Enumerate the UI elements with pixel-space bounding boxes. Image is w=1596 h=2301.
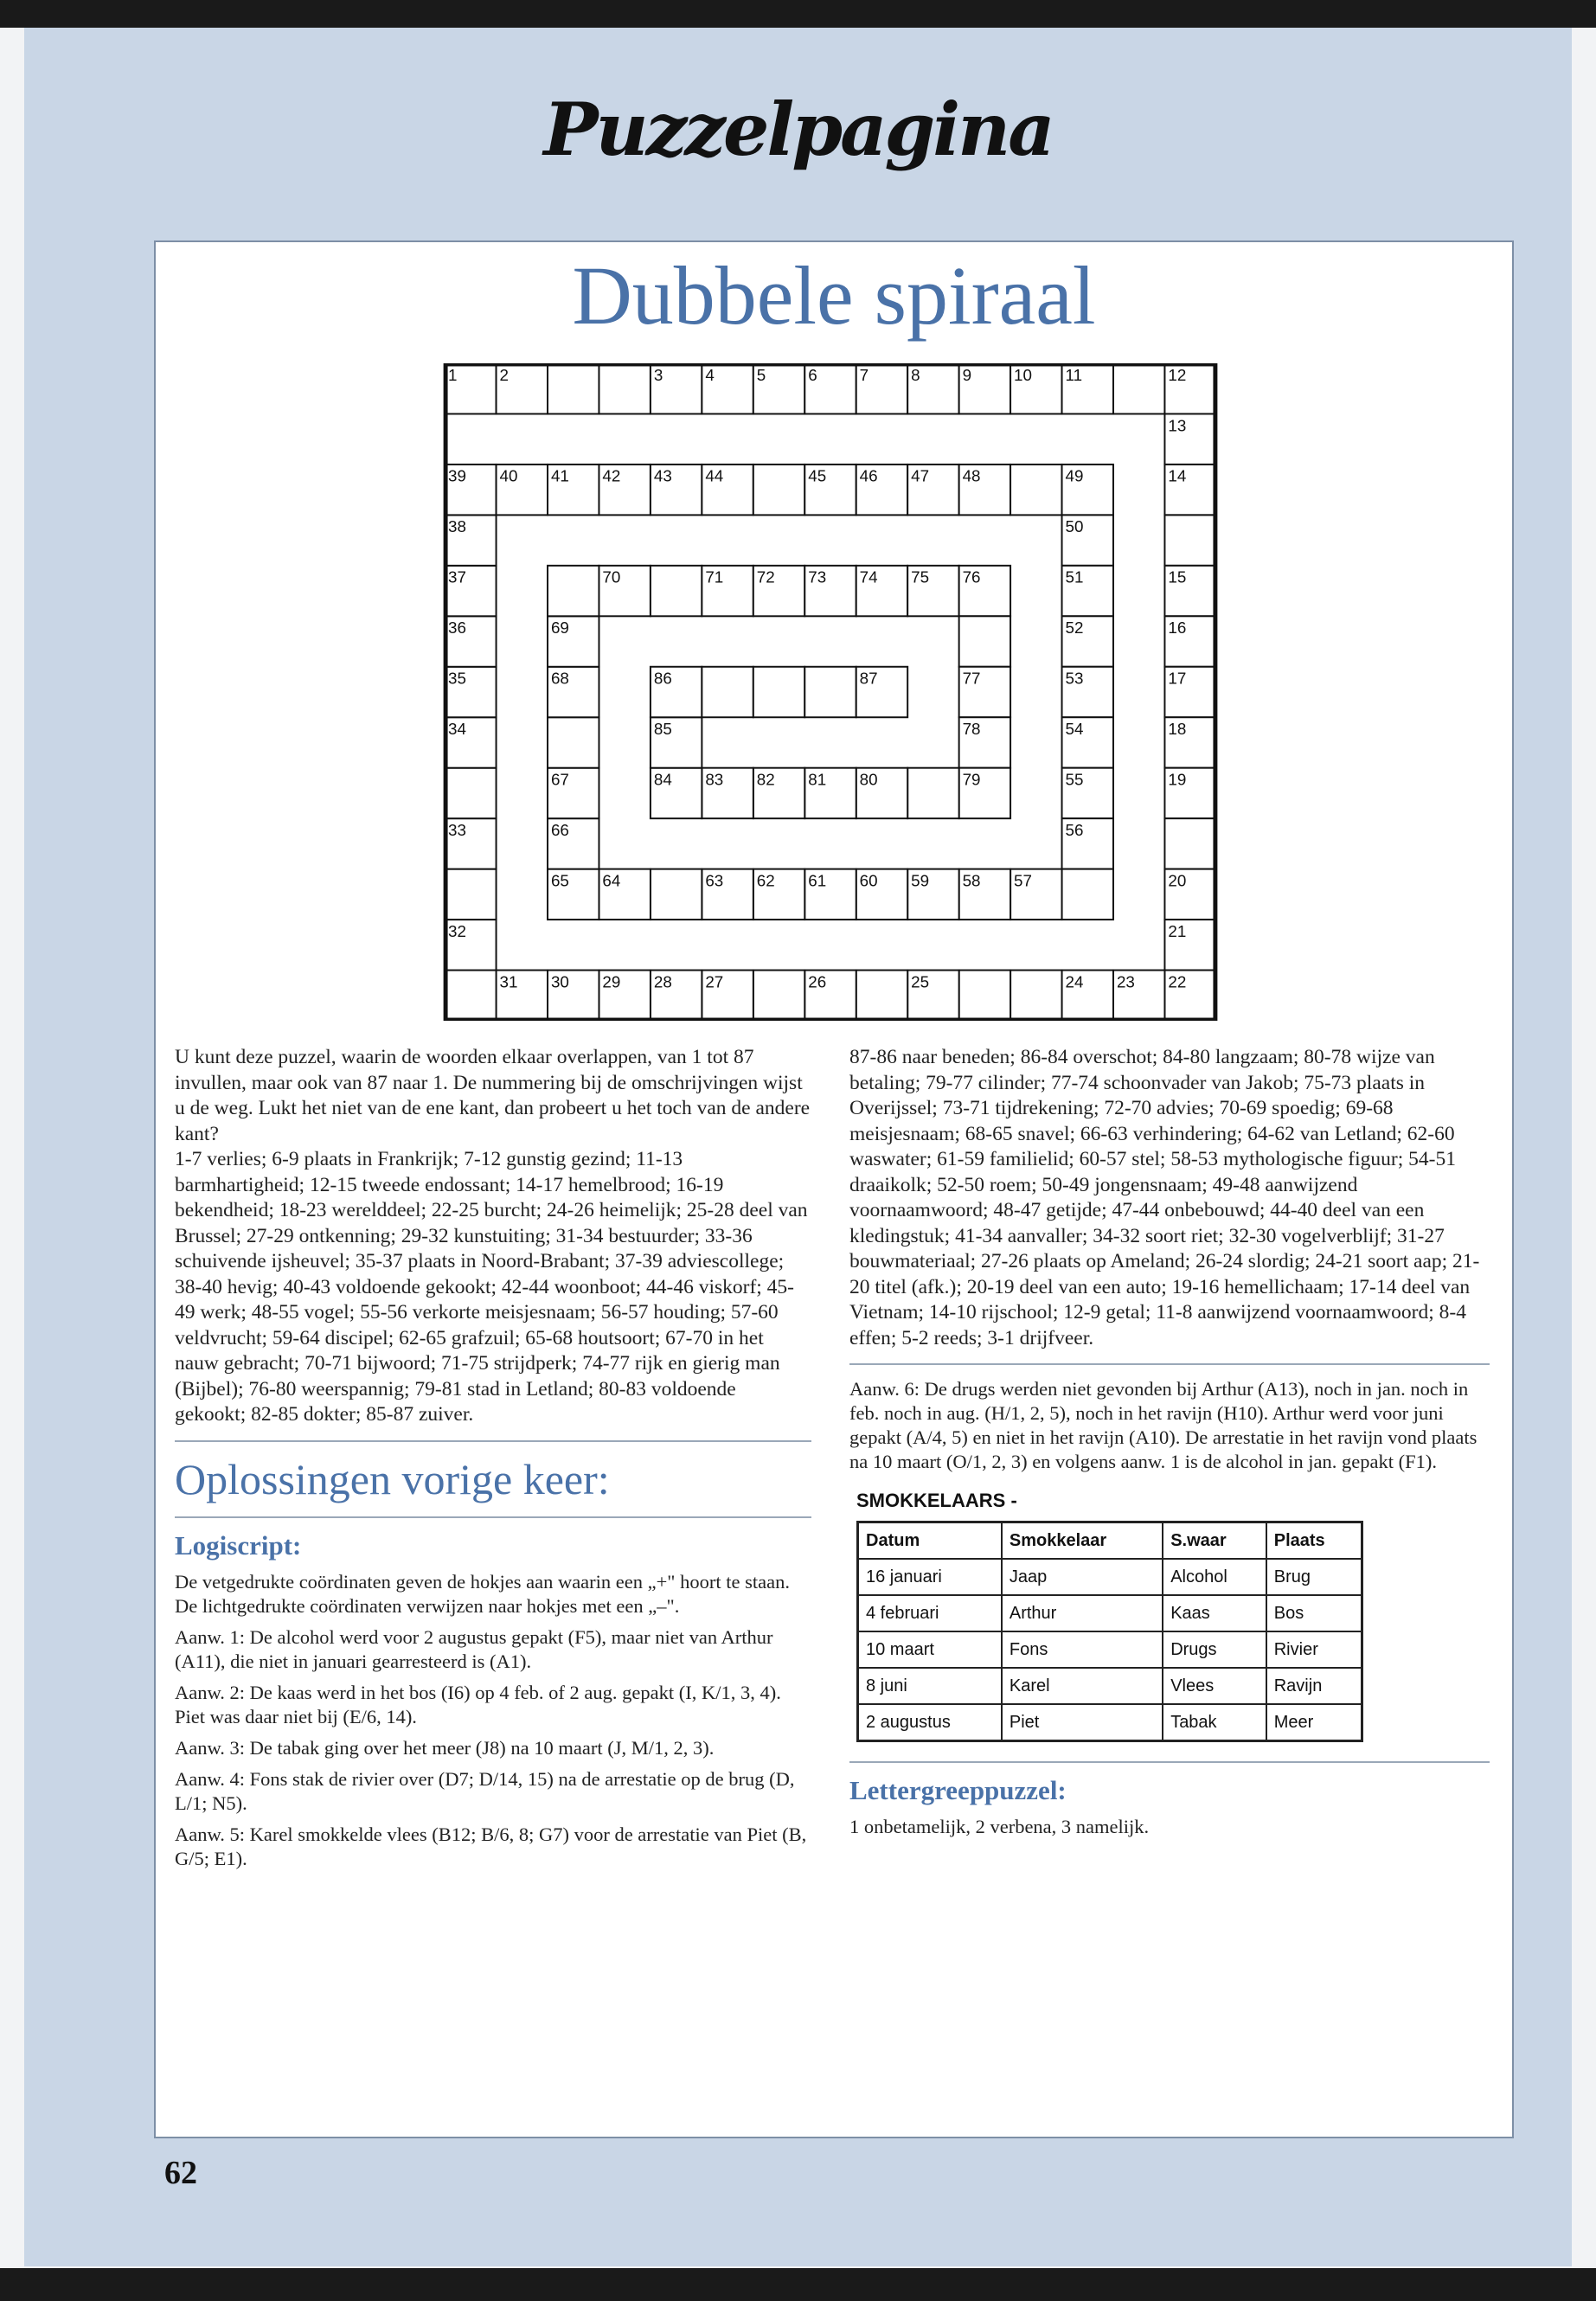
grid-cell[interactable] (599, 363, 650, 413)
table-cell: Vlees (1163, 1668, 1266, 1704)
grid-cells (445, 363, 1216, 1021)
cell-number: 77 (962, 669, 981, 688)
cell-number: 42 (602, 466, 621, 485)
cell-number: 8 (911, 365, 920, 384)
grid-cell[interactable] (1010, 465, 1061, 515)
logiscript-answer-3: Aanw. 3: De tabak ging over het meer (J8) na 10 maart (J, M/1, 2, 3). (175, 1736, 715, 1759)
grid-cell[interactable] (651, 869, 702, 920)
grid-cell[interactable] (548, 363, 599, 413)
cell-number: 48 (962, 466, 981, 485)
table-header-cell: S.waar (1163, 1522, 1266, 1560)
lettergreep-answer: 1 onbetamelijk, 2 verbena, 3 namelijk. (849, 1816, 1150, 1837)
cell-number: 44 (705, 466, 724, 485)
table-row (858, 1668, 1362, 1704)
puzzle-intro: U kunt deze puzzel, waarin de woorden elkaar overlappen, van 1 tot 87 invullen, maar ook van 87 naar 1. De nummering bij de omschrijvingen wijst u de weg. Lukt het niet van de ene kant, dan probeert u het toch van de andere kant? (175, 1046, 811, 1145)
logiscript-intro: De vetgedrukte coördinaten geven de hokjes aan waarin een „+" hoort te staan. De lichtgedrukte coördinaten verwijzen naar hokjes met een „–". (175, 1570, 790, 1617)
cell-number: 2 (499, 365, 509, 384)
cell-number: 11 (1065, 365, 1083, 384)
smokkelaars-table (856, 1521, 1363, 1742)
table-cell: Drugs (1163, 1631, 1266, 1668)
table-header-row (858, 1522, 1362, 1560)
divider (175, 1516, 811, 1518)
page-number: 62 (164, 2155, 197, 2191)
cell-number: 65 (550, 871, 569, 890)
cell-number: 64 (602, 871, 621, 890)
cell-number: 78 (962, 720, 981, 739)
cell-number: 53 (1065, 669, 1084, 688)
cell-number: 23 (1116, 972, 1135, 991)
grid-cell[interactable] (1164, 818, 1215, 868)
cell-number: 14 (1168, 466, 1187, 485)
table-header-cell: Plaats (1266, 1522, 1362, 1560)
table-cell: Karel (1002, 1668, 1163, 1704)
cell-number: 29 (602, 972, 621, 991)
cell-number: 27 (705, 972, 724, 991)
cell-number: 41 (550, 466, 569, 485)
cell-number: 25 (911, 972, 930, 991)
grid-cell[interactable] (1164, 515, 1215, 565)
cell-number: 31 (499, 972, 518, 991)
cell-number: 59 (911, 871, 930, 890)
cell-number: 19 (1168, 770, 1187, 789)
grid-cell[interactable] (548, 717, 599, 767)
cell-number: 5 (756, 365, 766, 384)
cell-number: 60 (859, 871, 878, 890)
clues-forward: 1-7 verlies; 6-9 plaats in Frankrijk; 7-12 gunstig gezind; 11-13 barmhartigheid; 12-15 tweede endossant; 14-17 hemelbrood; 16-19 bekendheid; 18-23 werelddeel; 22-25 burcht; 24-26 heimelijk; 25-28 deel van Brussel; 27-29 ontkenning; 29-32 kunstuiting; 31-34 bestuurder; 33-36 schuivende ijsheuvel; 35-37 plaats in Noord-Brabant; 37-39 adviescollege; 38-40 hevig; 40-43 voldoende gekookt; 42-44 woonboot; 44-46 viskorf; 45-49 werk; 48-55 vogel; 55-56 verkorte meisjesnaam; 56-57 houding; 57-60 veldvrucht; 59-64 discipel; 62-65 grafzuil; 65-68 houtsoort; 67-70 in het nauw gebracht; 70-71 bijwoord; 71-75 strijdperk; 74-77 rijk en gierig man (Bijbel); 76-80 weerspannig; 79-81 stad in Letland; 80-83 voldoende gekookt; 82-85 dokter; 85-87 zuiver. (175, 1148, 808, 1426)
logiscript-answer-2: Aanw. 2: De kaas werd in het bos (I6) op 4 feb. of 2 aug. gepakt (I, K/1, 3, 4). Piet was daar niet bij (E/6, 14). (175, 1681, 781, 1727)
grid-cell[interactable] (907, 768, 958, 818)
cell-number: 79 (962, 770, 981, 789)
cell-number: 74 (859, 567, 878, 586)
grid-cell[interactable] (753, 667, 804, 717)
cell-number: 85 (653, 720, 672, 739)
left-column (175, 1045, 811, 1878)
grid-cell[interactable] (651, 566, 702, 616)
spiral-grid-svg (441, 363, 1220, 1021)
table-header-cell: Datum (858, 1522, 1002, 1560)
cell-number: 28 (653, 972, 672, 991)
cell-number: 66 (550, 820, 569, 839)
cell-number: 57 (1014, 871, 1032, 890)
logiscript-answer-5: Aanw. 5: Karel smokkelde vlees (B12; B/6, 8; G7) voor de arrestatie van Piet (B, G/5; E1). (175, 1823, 807, 1869)
table-row (858, 1704, 1362, 1741)
grid-cell[interactable] (548, 566, 599, 616)
cell-number: 7 (859, 365, 869, 384)
spiral-grid (441, 363, 1220, 1021)
cell-number: 10 (1014, 365, 1032, 384)
puzzle-title: Dubbele spiraal (572, 249, 1096, 342)
cell-number: 54 (1065, 720, 1084, 739)
table-cell: 16 januari (858, 1559, 1002, 1595)
table-cell: 10 maart (858, 1631, 1002, 1668)
cell-number: 51 (1065, 567, 1084, 586)
cell-number: 62 (756, 871, 775, 890)
logiscript-heading: Logiscript: (175, 1529, 302, 1561)
grid-cell[interactable] (702, 667, 753, 717)
cell-number: 56 (1065, 820, 1084, 839)
bottom-scan-border (0, 2268, 1596, 2301)
masthead-title: Puzzelpagina (543, 87, 1053, 172)
grid-cell[interactable] (856, 971, 907, 1021)
top-scan-border (0, 0, 1596, 28)
logiscript-answer-4: Aanw. 4: Fons stak de rivier over (D7; D/14, 15) na de arrestatie op de brug (D, L/1; N5). (175, 1767, 795, 1814)
cell-number: 75 (911, 567, 930, 586)
cell-number: 72 (756, 567, 775, 586)
cell-number: 9 (962, 365, 972, 384)
cell-number: 6 (808, 365, 817, 384)
cell-number: 45 (808, 466, 827, 485)
table-cell: Jaap (1002, 1559, 1163, 1595)
cell-number: 34 (448, 720, 467, 739)
cell-number: 43 (653, 466, 672, 485)
cell-number: 67 (550, 770, 569, 789)
cell-number: 13 (1168, 416, 1187, 435)
divider (849, 1363, 1490, 1365)
solutions-heading: Oplossingen vorige keer: (175, 1454, 610, 1503)
cell-number: 52 (1065, 619, 1084, 638)
cell-number: 33 (448, 820, 467, 839)
cell-number: 87 (859, 669, 878, 688)
table-cell: Arthur (1002, 1595, 1163, 1631)
cell-number: 39 (448, 466, 467, 485)
table-cell: Kaas (1163, 1595, 1266, 1631)
grid-cell[interactable] (753, 465, 804, 515)
cell-number: 36 (448, 619, 467, 638)
cell-number: 26 (808, 972, 827, 991)
cell-number: 76 (962, 567, 981, 586)
puzzle-panel (154, 240, 1514, 2138)
cell-number: 12 (1168, 365, 1187, 384)
cell-number: 58 (962, 871, 981, 890)
cell-number: 86 (653, 669, 672, 688)
table-cell: Tabak (1163, 1704, 1266, 1741)
cell-number: 69 (550, 619, 569, 638)
logiscript-answer-6: Aanw. 6: De drugs werden niet gevonden bij Arthur (A13), noch in jan. noch in feb. noch in aug. (H/1, 2, 5), noch in het ravijn (H10). Arthur werd voor juni gepakt (A/4, 5) en niet in het ravijn (A10). De arrestatie in het ravijn vond plaats na 10 maart (O/1, 2, 3) en volgens aanw. 1 is de alcohol in jan. gepakt (F1). (849, 1378, 1477, 1472)
table-cell: 8 juni (858, 1668, 1002, 1704)
grid-cell[interactable] (753, 971, 804, 1021)
lettergreep-heading: Lettergreeppuzzel: (849, 1775, 1067, 1805)
cell-number: 84 (653, 770, 672, 789)
cell-number: 73 (808, 567, 827, 586)
cell-number: 46 (859, 466, 878, 485)
cell-number: 17 (1168, 669, 1187, 688)
cell-number: 40 (499, 466, 518, 485)
table-row (858, 1595, 1362, 1631)
grid-cell[interactable] (445, 971, 496, 1021)
table-cell: Rivier (1266, 1631, 1362, 1668)
cell-number: 30 (550, 972, 569, 991)
table-cell: Piet (1002, 1704, 1163, 1741)
grid-cell[interactable] (445, 768, 496, 818)
table-row (858, 1631, 1362, 1668)
cell-number: 4 (705, 365, 715, 384)
table-cell: Fons (1002, 1631, 1163, 1668)
cell-number: 37 (448, 567, 467, 586)
cell-number: 81 (808, 770, 827, 789)
table-cell: Ravijn (1266, 1668, 1362, 1704)
cell-number: 80 (859, 770, 878, 789)
grid-cell[interactable] (1010, 971, 1061, 1021)
smokkelaars-table-title: SMOKKELAARS - (856, 1490, 1017, 1511)
cell-number: 49 (1065, 466, 1084, 485)
divider (175, 1440, 811, 1442)
cell-number: 50 (1065, 517, 1084, 536)
cell-number: 47 (911, 466, 930, 485)
table-cell: Brug (1266, 1559, 1362, 1595)
cell-number: 3 (653, 365, 663, 384)
table-cell: Bos (1266, 1595, 1362, 1631)
table-cell: Alcohol (1163, 1559, 1266, 1595)
grid-cell[interactable] (959, 971, 1010, 1021)
cell-number: 16 (1168, 619, 1187, 638)
cell-number: 20 (1168, 871, 1187, 890)
table-cell: 4 februari (858, 1595, 1002, 1631)
cell-number: 61 (808, 871, 827, 890)
grid-cell[interactable] (1113, 363, 1164, 413)
cell-number: 24 (1065, 972, 1084, 991)
cell-number: 32 (448, 921, 467, 940)
table-cell: Meer (1266, 1704, 1362, 1741)
cell-number: 22 (1168, 972, 1187, 991)
cell-number: 15 (1168, 567, 1187, 586)
cell-number: 1 (448, 365, 458, 384)
clues-backward: 87-86 naar beneden; 86-84 overschot; 84-80 langzaam; 80-78 wijze van betaling; 79-77 cilinder; 77-74 schoonvader van Jakob; 75-73 plaats in Overijssel; 73-71 tijdrekening; 72-70 advies; 70-69 spoedig; 69-68 meisjesnaam; 68-65 snavel; 66-63 verhindering; 64-62 van Letland; 62-60 waswater; 61-59 familielid; 60-57 stel; 58-53 mythologische figuur; 54-51 draaikolk; 52-50 roem; 50-49 jongensnaam; 49-48 aanwijzend voornaamwoord; 48-47 getijde; 47-44 onbebouwd; 44-40 deel van een kledingstuk; 41-34 aanvaller; 34-32 soort riet; 32-30 vogelverblijf; 31-27 bouwmateriaal; 27-26 plaats op Ameland; 26-24 slordig; 24-21 soort aap; 21-20 titel (afk.); 20-19 deel van een auto; 19-16 hemellichaam; 17-14 deel van Vietnam; 14-10 rijschool; 12-9 getal; 11-8 aanwijzend voornaamwoord; 8-4 effen; 5-2 reeds; 3-1 drijfveer. (849, 1046, 1480, 1349)
cell-number: 68 (550, 669, 569, 688)
cell-number: 55 (1065, 770, 1084, 789)
grid-cell[interactable] (959, 616, 1010, 666)
cell-number: 71 (705, 567, 724, 586)
table-header-cell: Smokkelaar (1002, 1522, 1163, 1560)
cell-number: 63 (705, 871, 724, 890)
grid-cell[interactable] (1062, 869, 1113, 920)
table-row (858, 1559, 1362, 1595)
cell-number: 83 (705, 770, 724, 789)
grid-cell[interactable] (804, 667, 856, 717)
cell-number: 70 (602, 567, 621, 586)
cell-number: 18 (1168, 720, 1187, 739)
cell-number: 82 (756, 770, 775, 789)
logiscript-answer-1: Aanw. 1: De alcohol werd voor 2 augustus gepakt (F5), maar niet van Arthur (A11), die niet in januari gearresteerd is (A1). (175, 1625, 773, 1672)
cell-number: 21 (1168, 921, 1187, 940)
cell-number: 38 (448, 517, 467, 536)
right-column (849, 1045, 1490, 1839)
cell-number: 35 (448, 669, 467, 688)
divider (849, 1761, 1490, 1763)
grid-cell[interactable] (445, 869, 496, 920)
table-cell: 2 augustus (858, 1704, 1002, 1741)
